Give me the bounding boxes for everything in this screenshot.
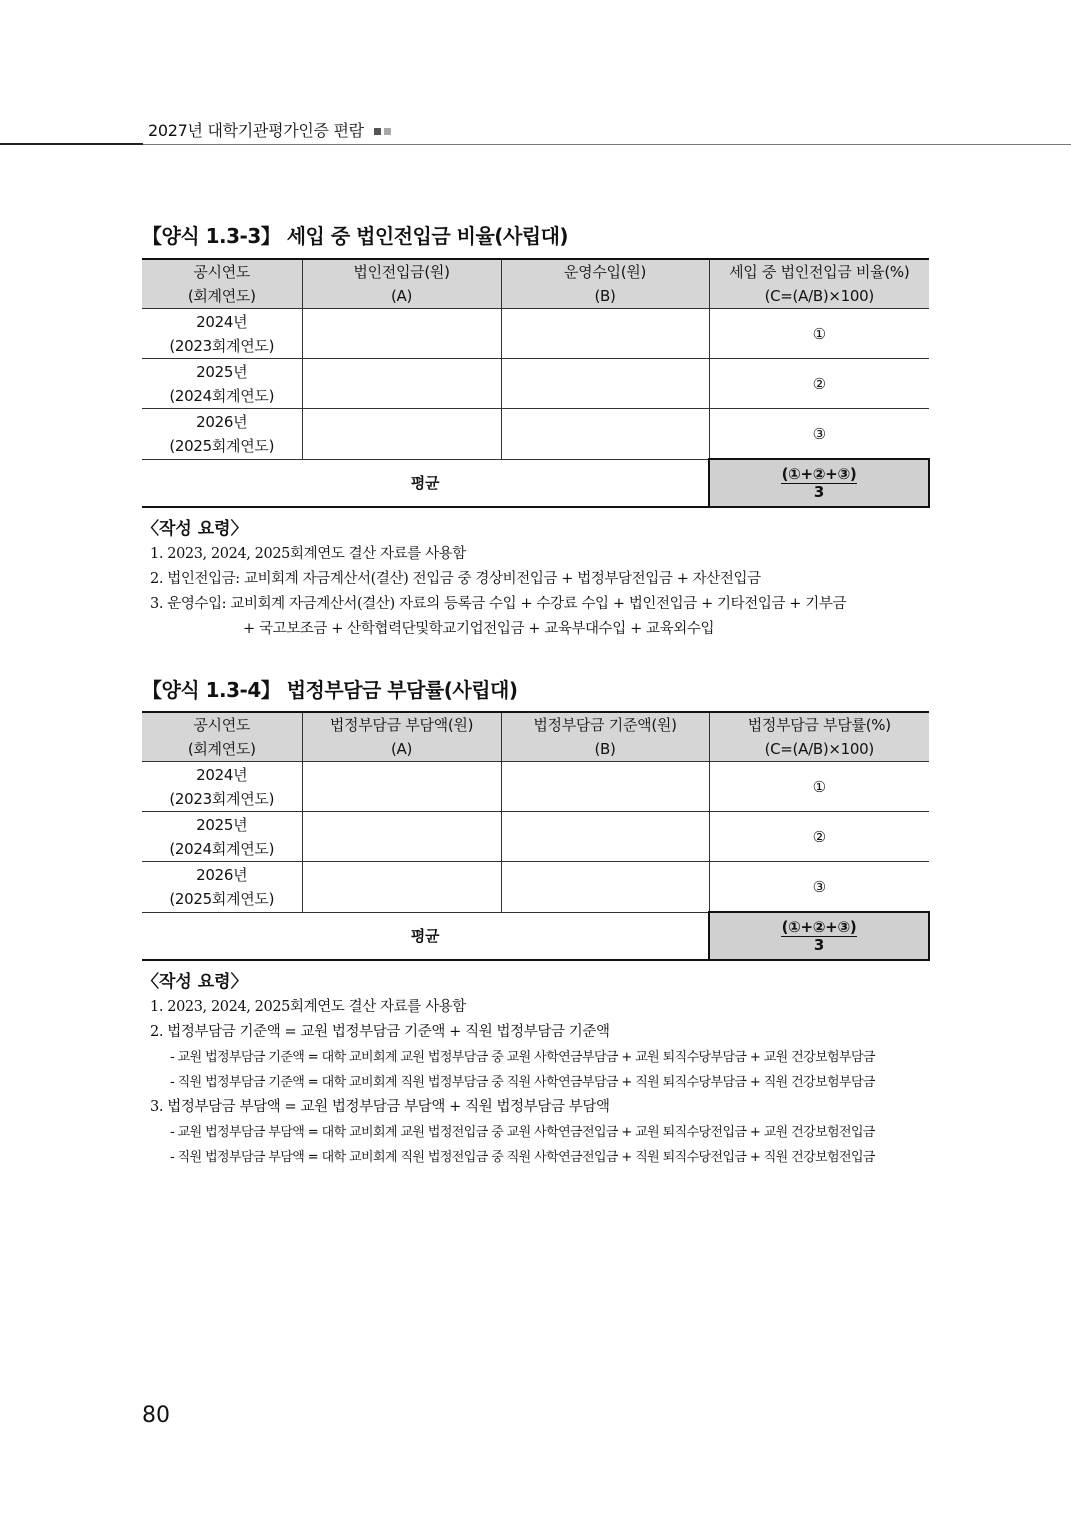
running-header <box>148 118 391 141</box>
ratio-cell: ① <box>709 309 929 359</box>
average-formula <box>709 459 929 507</box>
table-row <box>142 359 929 409</box>
form1-header-row <box>142 259 929 309</box>
value-a-cell[interactable] <box>302 309 501 359</box>
table-row <box>142 862 929 913</box>
guide-subline: - 직원 법정부담금 부담액 = 대학 교비회계 직원 법정전입금 중 직원 사학연금전입금 + 직원 퇴직수당전입금 + 직원 건강보험전입금 <box>170 1150 875 1165</box>
value-a-cell[interactable] <box>302 359 501 409</box>
table-row <box>142 812 929 862</box>
guide-line-continued: + 국고보조금 + 산학협력단및학교기업전입금 + 교육부대수입 + 교육외수입 <box>243 621 715 637</box>
form2-guide-title: 〈작성 요령〉 <box>142 972 248 992</box>
table-row <box>142 762 929 812</box>
guide-line: 3. 법정부담금 부담액 = 교원 법정부담금 부담액 + 직원 법정부담금 부담액 <box>150 1099 610 1115</box>
header-square-dark-icon <box>374 128 381 135</box>
ratio-cell: ② <box>709 359 929 409</box>
form1-col-c: 세입 중 법인전입금 비율(%) (C=(A/B)×100) <box>709 259 929 309</box>
header-title: 2027년 대학기관평가인증 편람 <box>148 121 364 140</box>
value-b-cell[interactable] <box>501 359 709 409</box>
form2-col-c: 법정부담금 부담률(%) (C=(A/B)×100) <box>709 712 929 762</box>
form2-col-year: 공시연도 (회계연도) <box>142 712 302 762</box>
value-b-cell[interactable] <box>501 862 709 913</box>
guide-line: 1. 2023, 2024, 2025회계연도 결산 자료를 사용함 <box>150 546 466 562</box>
form1-table <box>142 258 930 508</box>
year-cell: 2026년 (2025회계연도) <box>142 409 302 460</box>
value-b-cell[interactable] <box>501 409 709 460</box>
form1-col-year: 공시연도 (회계연도) <box>142 259 302 309</box>
header-square-light-icon <box>384 128 391 135</box>
form2-title: 【양식 1.3-4】 법정부담금 부담률(사립대) <box>142 678 518 702</box>
page-number: 80 <box>142 1403 170 1428</box>
value-a-cell[interactable] <box>302 812 501 862</box>
year-cell: 2025년 (2024회계연도) <box>142 359 302 409</box>
form1-guide-title: 〈작성 요령〉 <box>142 519 248 539</box>
ratio-cell: ② <box>709 812 929 862</box>
ratio-cell: ③ <box>709 409 929 460</box>
form2-guide <box>150 995 940 1170</box>
form1-col-a: 법인전입금(원) (A) <box>302 259 501 309</box>
ratio-cell: ① <box>709 762 929 812</box>
guide-subline: - 교원 법정부담금 부담액 = 대학 교비회계 교원 법정전입금 중 교원 사학연금전입금 + 교원 퇴직수당전입금 + 교원 건강보험전입금 <box>170 1125 875 1140</box>
year-cell: 2024년 (2023회계연도) <box>142 309 302 359</box>
form1-title: 【양식 1.3-3】 세입 중 법인전입금 비율(사립대) <box>142 224 569 248</box>
value-b-cell[interactable] <box>501 762 709 812</box>
average-formula <box>709 912 929 960</box>
average-label: 평균 <box>142 459 709 507</box>
average-row <box>142 459 929 507</box>
guide-line: 2. 법정부담금 기준액 = 교원 법정부담금 기준액 + 직원 법정부담금 기준액 <box>150 1024 610 1040</box>
guide-line: 3. 운영수입: 교비회계 자금계산서(결산) 자료의 등록금 수입 + 수강료 수입 + 법인전입금 + 기타전입금 + 기부금 <box>150 596 847 612</box>
average-row <box>142 912 929 960</box>
guide-line: 1. 2023, 2024, 2025회계연도 결산 자료를 사용함 <box>150 999 466 1015</box>
average-label: 평균 <box>142 912 709 960</box>
average-denominator: 3 <box>813 482 825 501</box>
year-cell: 2025년 (2024회계연도) <box>142 812 302 862</box>
year-cell: 2026년 (2025회계연도) <box>142 862 302 913</box>
form2-table <box>142 711 930 961</box>
table-row <box>142 309 929 359</box>
guide-subline: - 교원 법정부담금 기준액 = 대학 교비회계 교원 법정부담금 중 교원 사학연금부담금 + 교원 퇴직수당부담금 + 교원 건강보험부담금 <box>170 1050 875 1065</box>
header-rule-thin <box>143 144 1071 145</box>
year-cell: 2024년 (2023회계연도) <box>142 762 302 812</box>
ratio-cell: ③ <box>709 862 929 913</box>
form1-guide <box>150 542 940 642</box>
average-numerator: (①+②+③) <box>781 917 857 936</box>
value-a-cell[interactable] <box>302 409 501 460</box>
table-row <box>142 409 929 460</box>
average-numerator: (①+②+③) <box>781 464 857 483</box>
form2-col-b: 법정부담금 기준액(원) (B) <box>501 712 709 762</box>
guide-subline: - 직원 법정부담금 기준액 = 대학 교비회계 직원 법정부담금 중 직원 사학연금부담금 + 직원 퇴직수당부담금 + 직원 건강보험부담금 <box>170 1075 875 1090</box>
value-a-cell[interactable] <box>302 862 501 913</box>
form2-header-row <box>142 712 929 762</box>
form1-col-b: 운영수입(원) (B) <box>501 259 709 309</box>
header-rule-thick <box>0 143 143 145</box>
average-denominator: 3 <box>813 935 825 954</box>
value-b-cell[interactable] <box>501 309 709 359</box>
value-b-cell[interactable] <box>501 812 709 862</box>
value-a-cell[interactable] <box>302 762 501 812</box>
form2-col-a: 법정부담금 부담액(원) (A) <box>302 712 501 762</box>
guide-line: 2. 법인전입금: 교비회계 자금계산서(결산) 전입금 중 경상비전입금 + 법정부담전입금 + 자산전입금 <box>150 571 761 587</box>
